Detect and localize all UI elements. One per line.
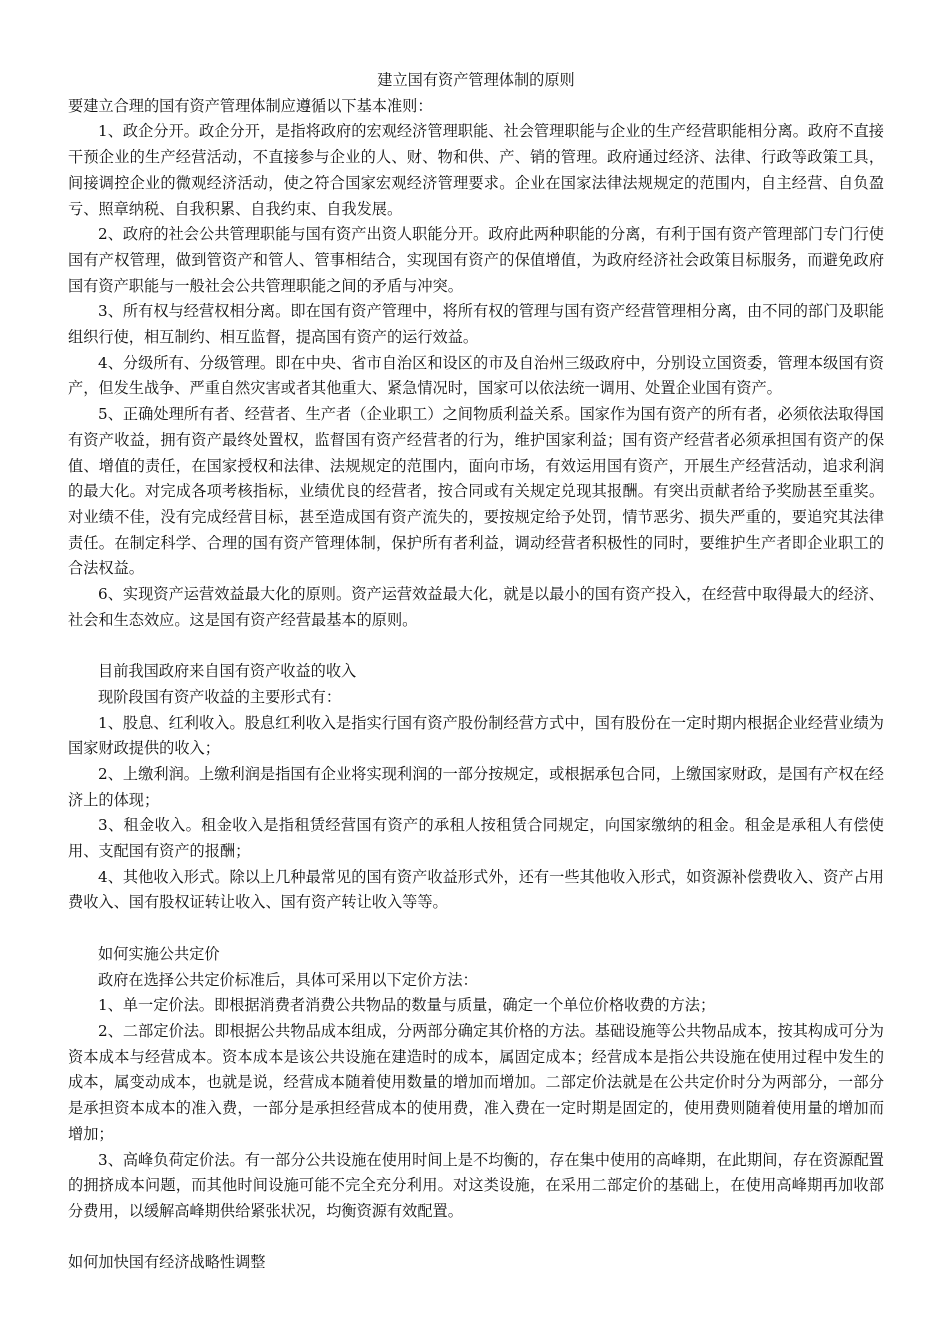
section1-item-5: 5、正确处理所有者、经营者、生产者（企业职工）之间物质利益关系。国家作为国有资产的所有者，必须依法取得国有资产收益，拥有资产最终处置权，监督国有资产经营者的行为，维护国家利益；国有资产经营者必须承担国有资产的保值、增值的责任，在国家授权和法律、法规规定的范围内，面向市场，有效运用国有资产，开展生产经营活动，追求利润的最大化。对完成各项考核指标，业绩优良的经营者，按合同或有关规定兑现其报酬。有突出贡献者给予奖励甚至重奖。对业绩不佳，没有完成经营目标，甚至造成国有资产流失的，要按规定给予处罚，情节恶劣、损失严重的，要追究其法律责任。在制定科学、合理的国有资产管理体制，保护所有者利益，调动经营者积极性的同时，要维护生产者即企业职工的合法权益。: [68, 405, 884, 578]
section2-item-1: 1、股息、红利收入。股息红利收入是指实行国有资产股份制经营方式中，国有股份在一定时期内根据企业经营业绩为国家财政提供的收入；: [68, 713, 884, 758]
section1-item-1: 1、政企分开。政企分开，是指将政府的宏观经济管理职能、社会管理职能与企业的生产经营职能相分离。政府不直接干预企业的生产经营活动，不直接参与企业的人、财、物和供、产、销的管理。政府通过经济、法律、行政等政策工具，间接调控企业的微观经济活动，使之符合国家宏观经济管理要求。企业在国家法律法规规定的范围内，自主经营、自负盈亏、照章纳税、自我积累、自我约束、自我发展。: [68, 122, 884, 218]
section1-item-6: 6、实现资产运营效益最大化的原则。资产运营效益最大化，就是以最小的国有资产投入，在经营中取得最大的经济、社会和生态效应。这是国有资产经营最基本的原则。: [68, 585, 884, 629]
blank-line: [68, 916, 884, 942]
section2-item-3: 3、租金收入。租金收入是指租赁经营国有资产的承租人按租赁合同规定，向国家缴纳的租金。租金是承租人有偿使用、支配国有资产的报酬；: [68, 816, 884, 861]
document-title: 建立国有资产管理体制的原则: [377, 71, 575, 89]
section3-heading: 如何实施公共定价: [98, 944, 220, 963]
section1-item-2: 2、政府的社会公共管理职能与国有资产出资人职能分开。政府此两种职能的分离，有利于国有资产管理部门专门行使国有产权管理，做到管资产和管人、管事相结合，实现国有资产的保值增值，为政府经济社会政策目标服务，而避免政府国有资产职能与一般社会公共管理职能之间的矛盾与冲突。: [68, 225, 884, 295]
blank-line: [68, 1225, 884, 1251]
section3-item-3: 3、高峰负荷定价法。有一部分公共设施在使用时间上是不均衡的，存在集中使用的高峰期，在此期间，存在资源配置的拥挤成本问题，而其他时间设施可能不完全充分利用。对这类设施，在采用二部定价的基础上，在使用高峰期再加收部分费用，以缓解高峰期供给紧张状况，均衡资源有效配置。: [68, 1150, 884, 1220]
document-page: [68, 68, 884, 1276]
section1-intro: 要建立合理的国有资产管理体制应遵循以下基本准则：: [68, 96, 433, 115]
section1-item-3: 3、所有权与经营权相分离。即在国有资产管理中，将所有权的管理与国有资产经营管理相分离，由不同的部门及职能组织行使，相互制约、相互监督，提高国有资产的运行效益。: [68, 302, 884, 347]
section3-intro: 政府在选择公共定价标准后，具体可采用以下定价方法：: [98, 970, 478, 989]
section3-item-1: 1、单一定价法。即根据消费者消费公共物品的数量与质量，确定一个单位价格收费的方法；: [98, 996, 716, 1015]
section2-intro: 现阶段国有资产收益的主要形式有：: [98, 687, 341, 706]
section3-item-2: 2、二部定价法。即根据公共物品成本组成，分两部分确定其价格的方法。基础设施等公共物品成本，按其构成可分为资本成本与经营成本。资本成本是该公共设施在建造时的成本，属固定成本；经营成本是指公共设施在使用过程中发生的成本，属变动成本，也就是说，经营成本随着使用数量的增加而增加。二部定价法就是在公共定价时分为两部分，一部分是承担资本成本的准入费，一部分是承担经营成本的使用费，准入费在一定时期是固定的，使用费则随着使用量的增加而增加；: [68, 1021, 884, 1143]
section2-heading: 目前我国政府来自国有资产收益的收入: [98, 662, 357, 681]
section2-item-2: 2、上缴利润。上缴利润是指国有企业将实现利润的一部分按规定，或根据承包合同，上缴国家财政，是国有产权在经济上的体现；: [68, 764, 884, 809]
blank-line: [68, 633, 884, 659]
section1-item-4: 4、分级所有、分级管理。即在中央、省市自治区和设区的市及自治州三级政府中，分别设立国资委，管理本级国有资产，但发生战争、严重自然灾害或者其他重大、紧急情况时，国家可以依法统一调用、处置企业国有资产。: [68, 353, 884, 398]
section4-heading: 如何加快国有经济战略性调整: [68, 1253, 266, 1272]
section2-item-4: 4、其他收入形式。除以上几种最常见的国有资产收益形式外，还有一些其他收入形式，如资源补偿费收入、资产占用费收入、国有股权证转让收入、国有资产转让收入等等。: [68, 867, 884, 912]
